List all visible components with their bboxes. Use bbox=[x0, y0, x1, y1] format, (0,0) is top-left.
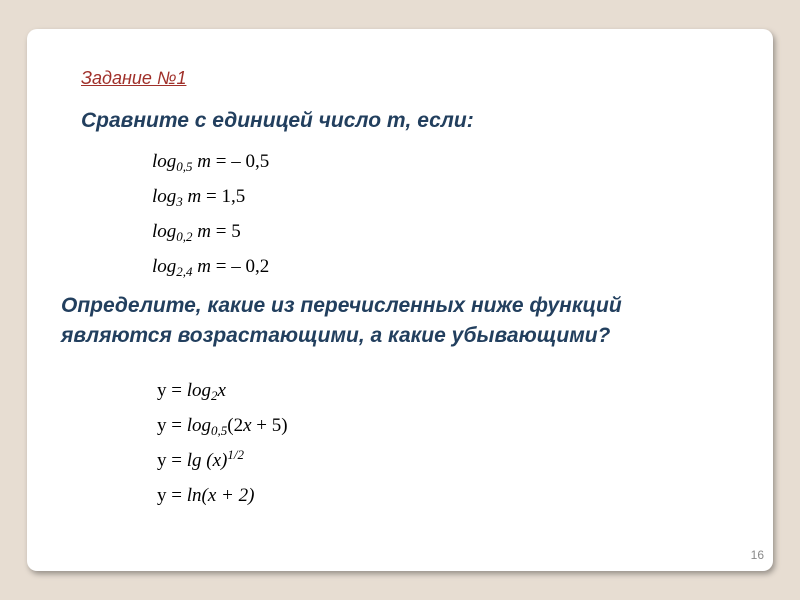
log-equation: $\log_3 m = 1,5$ bbox=[152, 186, 246, 209]
log-equations-list bbox=[152, 144, 269, 284]
functions-heading-line: Определите, какие из перечисленных ниже функций bbox=[61, 294, 622, 317]
functions-heading bbox=[61, 291, 622, 351]
function-item: $y = \log_{0,5}(2x + 5)$ bbox=[157, 415, 288, 438]
compare-heading: Сравните с единицей число m, если: bbox=[81, 109, 474, 132]
task-title: Задание №1 bbox=[81, 68, 187, 88]
slide bbox=[27, 29, 773, 571]
log-equation: $\log_{0,2} m = 5$ bbox=[152, 221, 241, 244]
functions-heading-line: являются возрастающими, а какие убывающими? bbox=[61, 324, 611, 347]
log-equation: $\log_{2,4} m$ = – 0,2 bbox=[152, 256, 270, 279]
log-equation: $\log_{0,5} m$ = – 0,5 bbox=[152, 151, 270, 174]
function-item: $y = \log_2x$ bbox=[157, 380, 226, 403]
function-item: $y = \lg (x)^{1/2}$ bbox=[157, 447, 244, 471]
functions-list bbox=[157, 373, 288, 513]
page-number: 16 bbox=[750, 548, 764, 562]
function-item: y = ln(x + 2) bbox=[157, 485, 255, 506]
